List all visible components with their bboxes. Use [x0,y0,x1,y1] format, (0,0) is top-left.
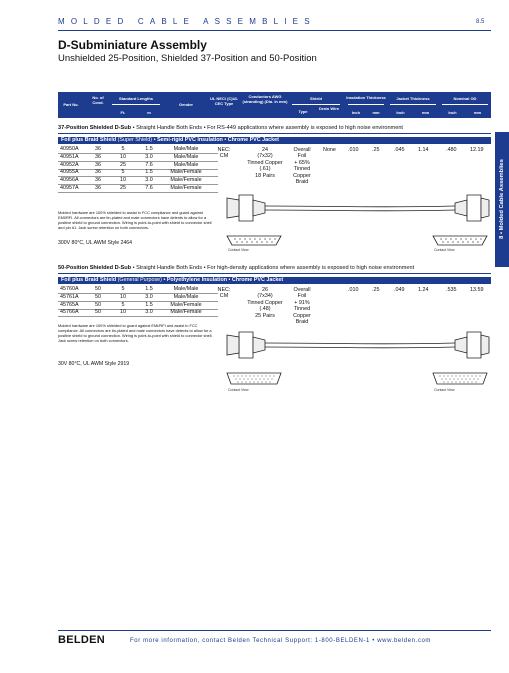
cell-ft: 25 [120,185,126,191]
od-inch: .535 [446,287,457,293]
conductor-line: (7x32) [257,153,273,160]
cell-cond: 36 [95,185,101,191]
conductor-line: 24 [262,147,268,153]
col-m: m [147,110,151,115]
awm-rating: 30V 80°C, UL AWM Style 2919 [58,361,130,367]
contact-view-label: Contact View [228,248,249,252]
section-rule [58,133,491,134]
cell-cond: 50 [95,286,101,292]
cell-gender: Male/Male [173,286,199,292]
shield-line: + 91% [294,299,310,306]
ul-line: NEC: [217,147,231,153]
cell-cond: 36 [95,177,101,184]
th-divider [292,104,340,105]
col-part-no: Part No. [63,102,79,107]
shield-line: Copper [293,172,311,179]
cell-cond: 36 [95,169,101,176]
cell-cond: 36 [95,146,101,152]
col-ft: Ft. [120,110,126,115]
contact-view-label: Contact View [434,388,455,392]
od-mm: 12.19 [470,147,484,153]
ul-line: NEC: [217,287,231,293]
cell-m: 3.0 [145,153,153,160]
drain-value: None [323,147,336,153]
cell-m: 7.6 [145,185,153,191]
shield-line: Foil [297,293,307,300]
table-header [58,92,491,118]
page-title: D-Subminiature Assembly [58,38,207,52]
section-rule [58,273,491,274]
conductor-line: 25 Pairs [255,312,275,319]
cell-part: 45760A [60,286,79,292]
section-title: 37-Position Shielded D-Sub [58,125,132,131]
cell-gender: Male/Male [173,146,199,152]
cell-ft: 5 [121,146,125,152]
cell-ft: 5 [121,286,125,292]
cell-ft: 25 [120,161,126,168]
cable-assembly-50-drawing [225,312,490,390]
jacket-mm: 1.24 [418,287,429,293]
cell-cond: 50 [95,301,101,308]
cell-ft: 10 [120,309,126,316]
cell-cond: 36 [95,161,101,168]
jacket-inch: .049 [394,287,405,293]
col-gender: Gender [178,102,193,107]
row-separator [58,192,218,193]
cell-m: 1.5 [145,169,153,176]
belden-logo: BELDEN [58,634,106,646]
col-od-inch: Inch [448,110,457,115]
conductor-spec [240,147,290,179]
conductor-line: (7x34) [257,293,273,300]
col-shield-type: Type [298,109,308,114]
cell-part: 45765A [60,301,79,308]
col-num-cond: No. of Cond. [92,95,104,105]
subheader-shield-variant: (General Purpose) [116,277,164,283]
cell-m: 7.6 [145,161,153,168]
cell-ft: 10 [120,153,126,160]
cell-gender: Male/Female [170,177,202,184]
cell-m: 3.0 [145,309,153,316]
cell-m: 3.0 [145,177,153,184]
subheader-shield-variant: (Super Shield) [116,137,154,143]
insulation-mm: .25 [372,147,380,153]
section-note: Molded hardware are 100% shielded to assist in FCC compliance and guard against EMI/RFI. All connectors are tin-plated and male connectors have detents to allow for a positive shield to ground connection. Wiring is point-to-point with shield to connector shell and pin #1. Jack screw retention on both connectors. [58,210,212,230]
ul-line: CM [219,153,229,160]
cell-m: 1.5 [145,301,153,308]
section-header-50 [58,265,491,271]
shield-line: Copper [293,312,311,319]
col-od-mm: mm [473,110,482,115]
section-desc: • Straight Handle Both Ends • For RS-449 applications where assembly is exposed to high noise environment [131,125,403,131]
conductor-line: (.61) [259,166,271,173]
contact-view-label: Contact View [434,248,455,252]
conductor-line: 18 Pairs [255,172,275,179]
conductor-line: Tinned Copper [247,299,283,306]
shield-line: Foil [297,153,307,160]
jacket-mm: 1.14 [418,147,429,153]
section-subheader [58,277,491,284]
col-insulation: Insulation Thickness [346,95,386,100]
col-nominal-od: Nominal OD [453,96,477,101]
cell-cond: 50 [95,293,101,300]
contact-view-label: Contact View [228,388,249,392]
shield-line: + 65% [294,159,310,166]
col-ul-nec: UL NEC/ (C)UL CEC Type [210,96,238,106]
jacket-inch: .045 [394,147,405,153]
footer-rule [58,630,491,631]
cell-gender: Male/Female [170,169,202,176]
th-divider [112,104,160,105]
shield-line: Tinned [293,166,311,173]
footer-contact: For more information, contact Belden Technical Support: 1-800-BELDEN-1 • www.belden.com [130,638,431,644]
cell-part: 45766A [60,309,79,316]
col-jacket: Jacket Thickness [396,96,430,101]
cell-part: 40950A [60,146,79,152]
insulation-inch: .010 [348,147,359,153]
cell-gender: Male/Male [173,293,199,300]
cell-part: 40956A [60,177,79,184]
cell-part: 45761A [60,293,79,300]
ul-line: CM [219,293,229,300]
insulation-mm: .25 [372,287,380,293]
col-drain-wire: Drain Wire [319,106,339,111]
cell-part: 40951A [60,153,79,160]
cell-gender: Male/Male [173,161,199,168]
page-subtitle: Unshielded 25-Position, Shielded 37-Position and 50-Position [58,53,317,64]
cell-ft: 10 [120,293,126,300]
subheader-shield: Foil plus Braid Shield [61,137,117,143]
cable-assembly-37-drawing [225,178,490,253]
col-std-lengths: Standard Lengths [118,96,153,101]
cell-gender: Male/Male [173,153,199,160]
conductor-line: 26 [262,287,268,293]
category-header: MOLDED CABLE ASSEMBLIES [58,17,316,26]
section-header-37 [58,125,491,131]
cell-cond: 50 [95,309,101,316]
cell-m: 3.0 [145,293,153,300]
section-title: 50-Position Shielded D-Sub [58,265,132,271]
cell-ft: 10 [120,177,126,184]
cell-ft: 5 [121,301,125,308]
side-tab-label: 8 • Molded Cable Assemblies [499,159,505,239]
shield-line: Overall [293,147,311,153]
th-divider [390,104,436,105]
cell-gender: Male/Female [170,301,202,308]
insulation-inch: .010 [348,287,359,293]
cell-ft: 5 [121,169,125,176]
cell-m: 1.5 [145,146,153,152]
col-conductors: Conductors AWG (stranding) (Dia. in mm) [242,94,288,104]
od-inch: .480 [446,147,457,153]
cell-part: 40957A [60,185,79,191]
section-note: Molded hardware are 100% shielded to guard against EMI/RFI and assist in FCC compliance. All connectors are tin-plated and male connectors have detents to allow for a positive shield to ground connection. Wiring is point-to-point with shield to connector shell. Jack screw retention on both connectors. [58,323,213,343]
od-mm: 13.59 [470,287,484,293]
col-ins-mm: mm [372,110,380,115]
shield-line: Braid [295,319,309,326]
shield-line: Braid [295,179,309,186]
col-shield: Shield [309,96,322,101]
section-subheader [58,137,491,144]
conductor-line: Tinned Copper [247,159,283,166]
th-divider [442,104,488,105]
awm-rating: 300V 80°C, UL AWM Style 2464 [58,240,133,246]
row-separator [58,316,218,317]
ul-type [210,287,238,300]
cell-gender: Male/Female [170,309,202,316]
subheader-materials: • Polyethylene Insulation • Chrome PVC Jacket [163,277,284,283]
th-divider [348,104,384,105]
col-ins-inch: Inch [351,110,361,115]
subheader-materials: • Semi-rigid PVC Insulation • Chrome PVC Jacket [153,137,279,143]
header-rule [58,30,491,31]
conductor-line: (.48) [259,306,271,313]
cell-m: 1.5 [145,286,153,292]
cell-gender: Male/Female [170,185,202,191]
col-jacket-mm: mm [421,110,430,115]
page-number: 8.5 [476,19,485,25]
section-desc: • Straight Handle Both Ends • For high-density applications where assembly is exposed to high noise environment [131,265,415,271]
col-jacket-inch: Inch [396,110,405,115]
shield-line: Tinned [293,306,311,313]
subheader-shield: Foil plus Braid Shield [61,277,117,283]
cell-cond: 36 [95,153,101,160]
cell-part: 40952A [60,161,79,168]
cell-part: 40955A [60,169,79,176]
shield-line: Overall [293,287,311,293]
ul-type [210,147,238,160]
